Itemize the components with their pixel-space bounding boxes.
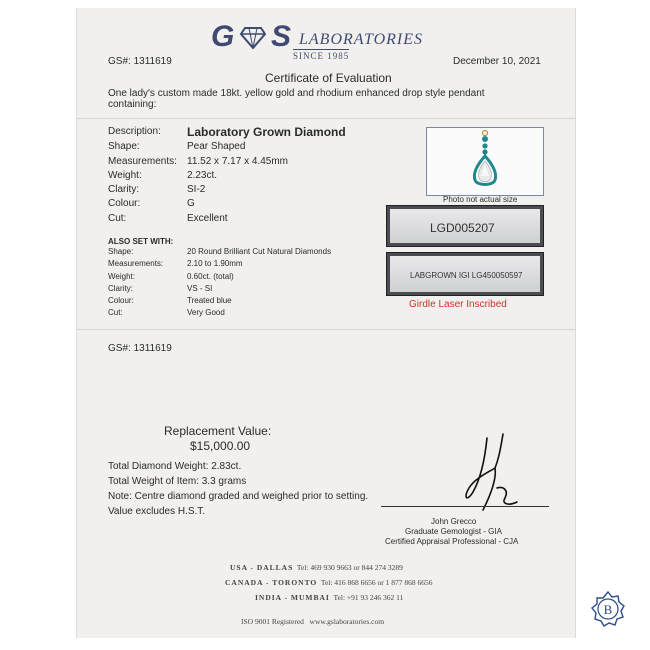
pendant-photo [426, 127, 544, 196]
also-label: Clarity: [108, 284, 133, 293]
signer-credential-1: Graduate Gemologist - GIA [405, 527, 502, 536]
also-value: Treated blue [187, 296, 232, 305]
detail-value: SI-2 [187, 184, 206, 195]
footer-city: CANADA - TORONTO [225, 578, 318, 587]
footer-city: USA - DALLAS [230, 563, 294, 572]
website-text: www.gslaboratories.com [309, 617, 385, 626]
logo-mark-icon [211, 21, 307, 51]
grading-note: Note: Centre diamond graded and weighed prior to setting. [108, 491, 369, 502]
detail-label: Shape: [108, 141, 140, 152]
badge-letter: B [603, 602, 613, 617]
laser-inscription-1: LGD005207 [430, 221, 495, 235]
footer-phone: Tel: +91 93 246 362 11 [333, 593, 404, 602]
also-label: Weight: [108, 272, 135, 281]
also-set-heading: ALSO SET WITH: [108, 237, 174, 246]
also-value: VS - SI [187, 284, 213, 293]
pendant-icon [427, 128, 543, 195]
signature-line [381, 506, 549, 507]
footer-phone: Tel: 416 868 6656 or 1 877 868 6656 [320, 578, 433, 587]
iso-text: ISO 9001 Registered [241, 617, 304, 626]
footer-phone: Tel: 469 930 9663 or 844 274 3289 [296, 563, 403, 572]
detail-value: G [187, 198, 195, 209]
also-label: Colour: [108, 296, 134, 305]
also-value: 2.10 to 1.90mm [187, 259, 243, 268]
detail-label: Cut: [108, 213, 127, 224]
total-item-weight: Total Weight of Item: 3.3 grams [108, 476, 247, 487]
logo-since: SINCE 1985 [293, 51, 350, 61]
signature-icon [437, 428, 547, 528]
footer-city: INDIA - MUMBAI [255, 593, 330, 602]
brand-badge[interactable] [587, 588, 629, 630]
detail-value: Pear Shaped [187, 141, 246, 152]
laser-inscription-2: LABGROWN IGI LG450050597 [410, 271, 523, 280]
also-value: Very Good [187, 308, 225, 317]
footer-line-usa [230, 563, 403, 572]
badge-icon [587, 588, 629, 630]
detail-value: 2.23ct. [187, 170, 218, 181]
footer-line-canada [225, 578, 432, 587]
logo-text: LABORATORIES [299, 31, 423, 48]
certificate-title: Certificate of Evaluation [265, 71, 392, 85]
also-value: 20 Round Brilliant Cut Natural Diamonds [187, 247, 332, 256]
detail-value: 11.52 x 7.17 x 4.45mm [187, 156, 288, 167]
also-label: Cut: [108, 308, 123, 317]
also-label: Measurements: [108, 259, 164, 268]
signer-credential-2: Certified Appraisal Professional - CJA [385, 537, 519, 546]
detail-label: Measurements: [108, 156, 177, 167]
detail-label: Clarity: [108, 184, 140, 195]
footer-line-india [255, 593, 403, 602]
intro-line-2: containing: [108, 99, 157, 110]
certificate-document [76, 8, 576, 638]
laser-image-2 [386, 252, 544, 296]
replacement-label: Replacement Value: [164, 424, 272, 438]
replacement-amount: $15,000.00 [190, 439, 251, 453]
fold-line [77, 118, 575, 119]
photo-caption: Photo not actual size [443, 195, 518, 204]
svg-text:G: G [211, 21, 235, 51]
footer-iso [241, 617, 384, 626]
laser-caption: Girdle Laser Inscribed [409, 299, 507, 310]
detail-value: Excellent [187, 213, 228, 224]
also-label: Shape: [108, 247, 134, 256]
detail-label: Weight: [108, 170, 142, 181]
intro-line-1: One lady's custom made 18kt. yellow gold and rhodium enhanced drop style pendant [108, 88, 485, 99]
value-note: Value excludes H.S.T. [108, 506, 206, 517]
total-diamond-weight: Total Diamond Weight: 2.83ct. [108, 461, 242, 472]
detail-label: Colour: [108, 198, 141, 209]
also-value: 0.60ct. (total) [187, 272, 234, 281]
gs-number-repeat: GS#: 1311619 [108, 343, 172, 354]
certificate-date: December 10, 2021 [453, 56, 541, 67]
laser-image-1 [386, 205, 544, 247]
detail-label: Description: [108, 126, 161, 137]
fold-line [77, 329, 575, 330]
gs-number: GS#: 1311619 [108, 56, 172, 67]
detail-value: Laboratory Grown Diamond [187, 125, 346, 139]
svg-text:S: S [271, 21, 292, 51]
signer-name: John Grecco [431, 517, 477, 526]
